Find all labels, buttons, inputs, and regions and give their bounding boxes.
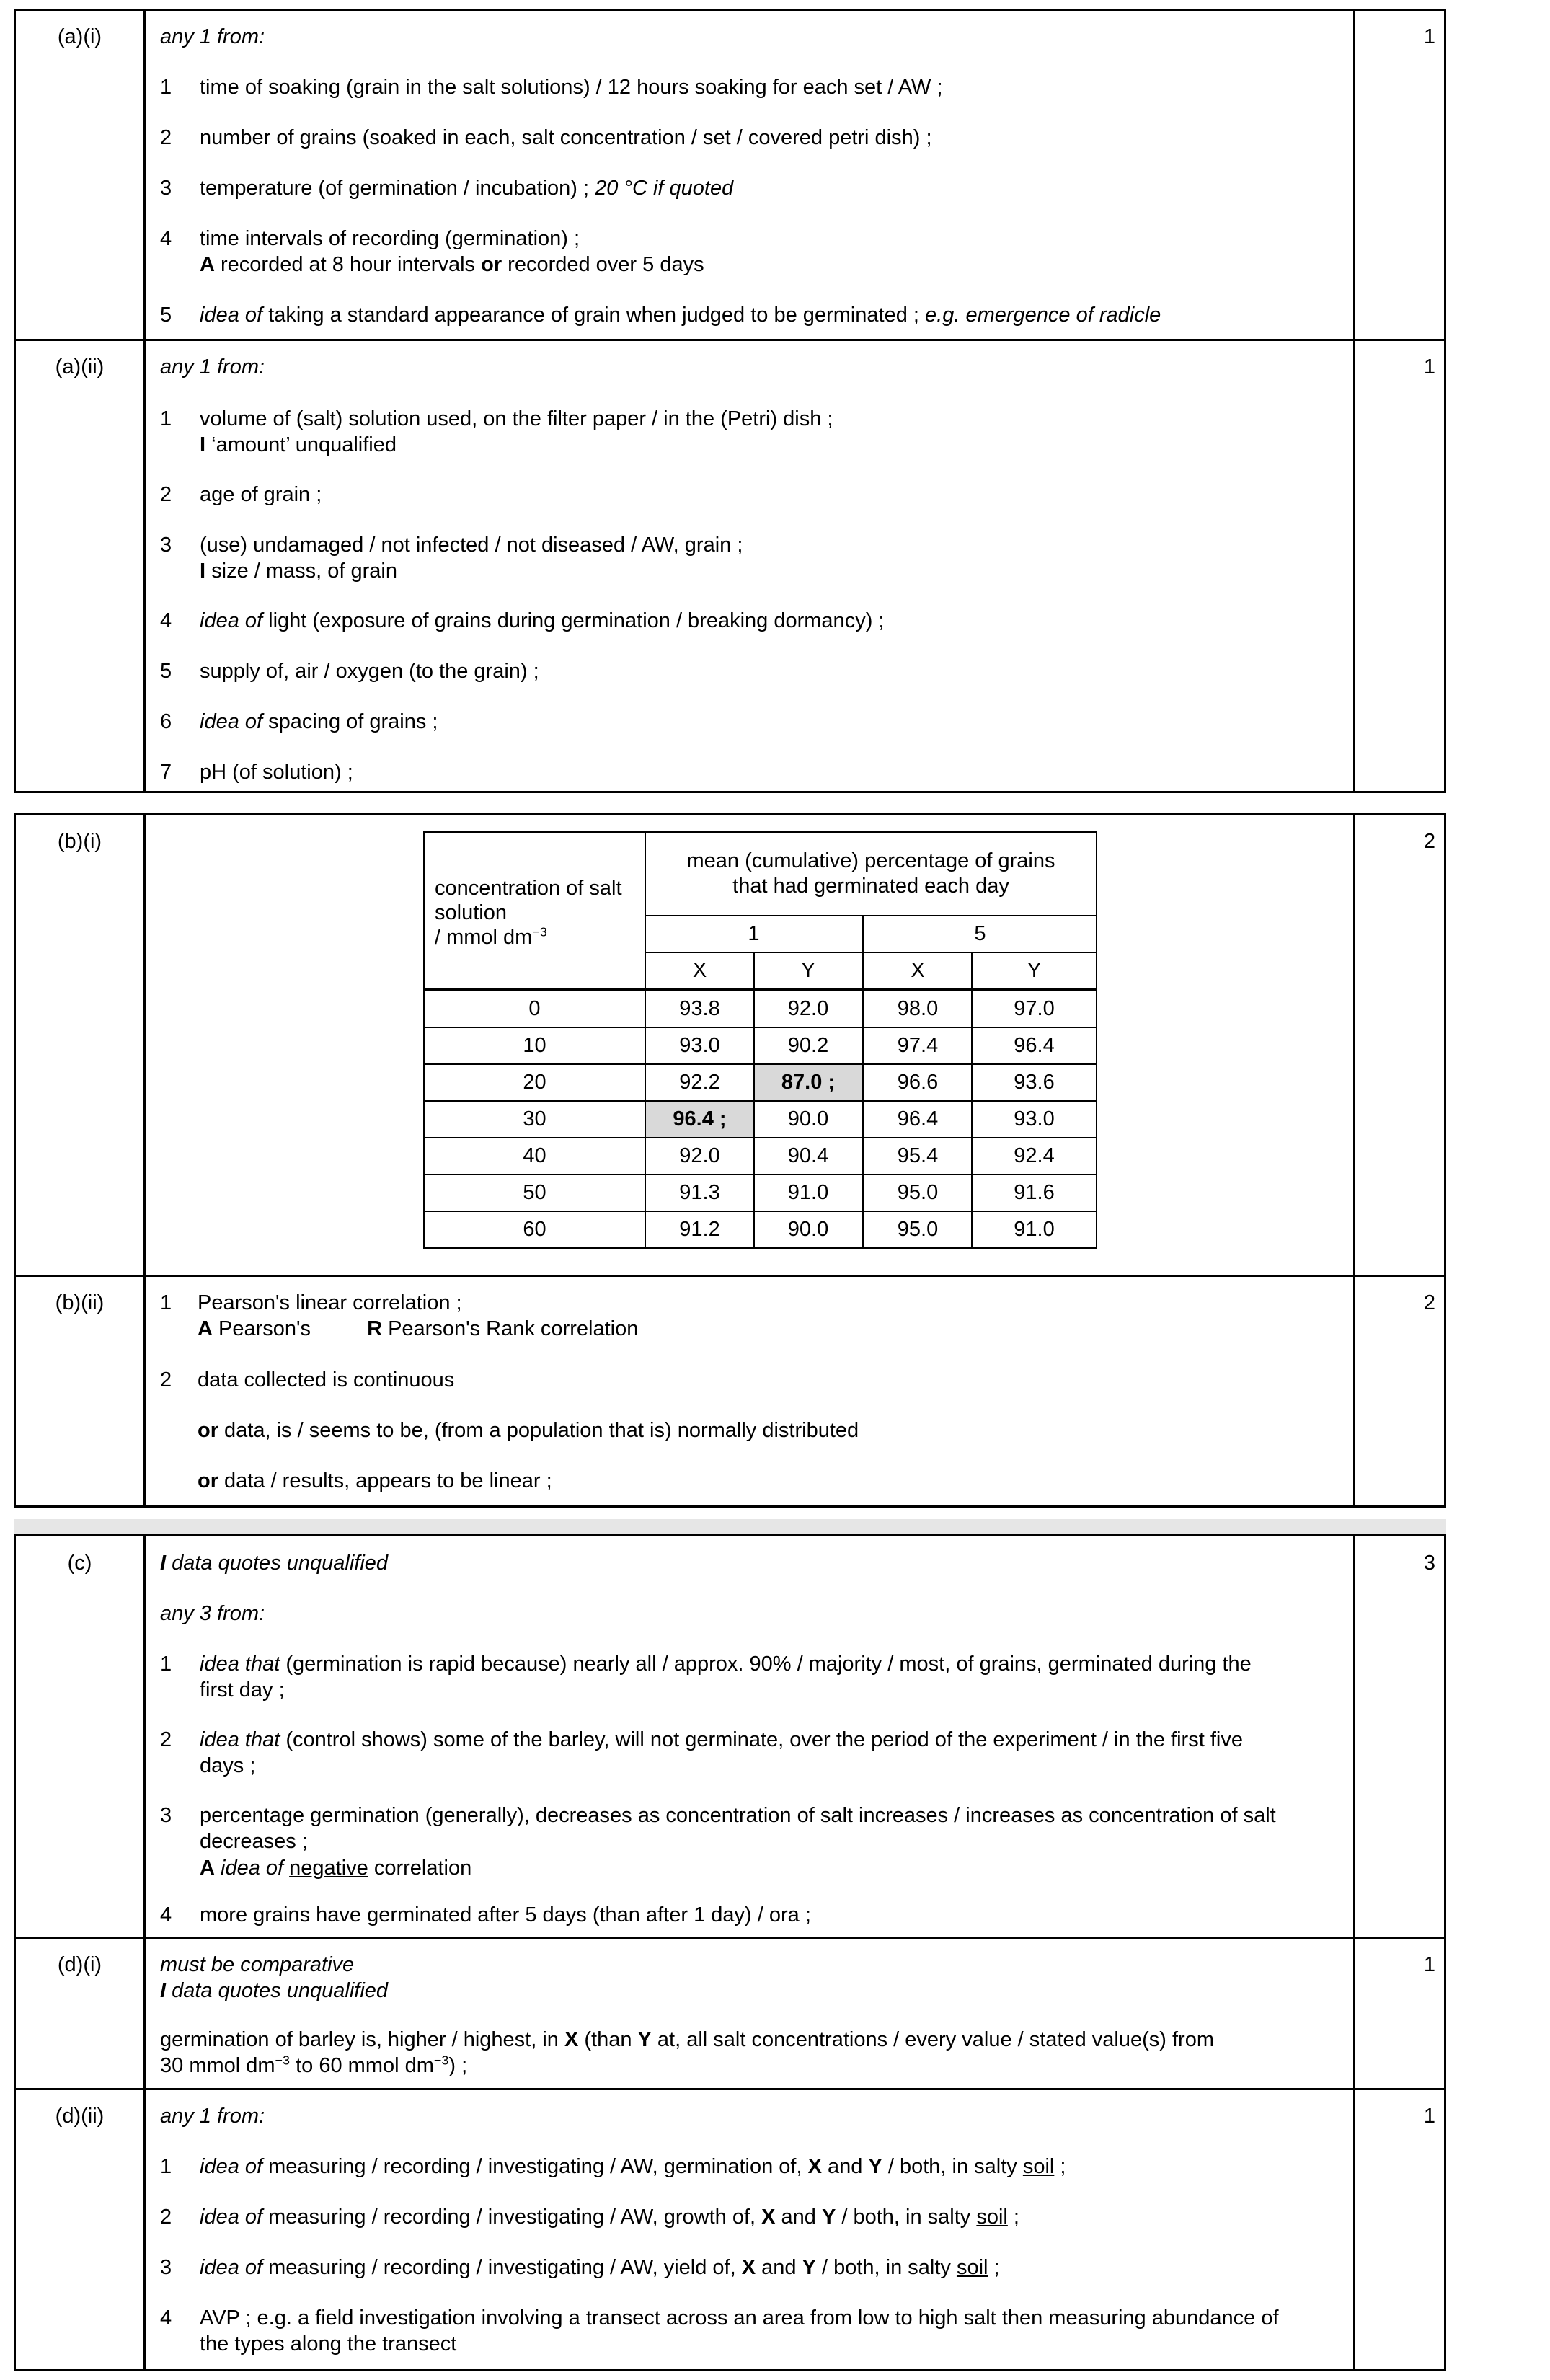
header-day-1: 1 [645, 916, 863, 952]
value-cell: 93.8 [645, 990, 754, 1027]
answer-point: supply of, air / oxygen (to the grain) ; [200, 660, 539, 683]
concentration-cell: 30 [424, 1101, 645, 1138]
question-label: (a)(i) [57, 25, 102, 48]
marks: 1 [1423, 2105, 1435, 2128]
answer-point: percentage germination (generally), decreases as concentration of salt increases / increases as concentration of salt decreases ; A idea of negative correlation [200, 1804, 1276, 1880]
item-number: 5 [160, 660, 172, 683]
item-number: 5 [160, 304, 172, 327]
table-row [424, 1101, 1097, 1138]
answer-point: number of grains (soaked in each, salt concentration / set / covered petri dish) ; [200, 126, 932, 149]
question-label: (d)(i) [57, 1953, 102, 1976]
marks: 2 [1423, 1291, 1435, 1314]
header-x: X [645, 952, 754, 990]
table-row [424, 1174, 1097, 1211]
value-cell: 92.0 [645, 1138, 754, 1174]
header-x: X [863, 952, 972, 990]
item-number: 3 [160, 2256, 172, 2279]
answer-point: age of grain ; [200, 483, 322, 506]
item-number: 3 [160, 177, 172, 200]
table-row [424, 1138, 1097, 1174]
instruction: any 1 from: [160, 355, 265, 379]
instruction: any 3 from: [160, 1602, 265, 1625]
value-cell: 96.4 [863, 1101, 972, 1138]
item-number: 3 [160, 1804, 172, 1827]
answer-point: idea of measuring / recording / investigating / AW, growth of, X and Y / both, in salty soil ; [200, 2206, 1019, 2229]
concentration-cell: 60 [424, 1211, 645, 1248]
marks: 1 [1423, 25, 1435, 48]
answer-cell: 87.0 ; [754, 1064, 863, 1101]
item-number: 2 [160, 483, 172, 506]
table-row [424, 1027, 1097, 1064]
row-d-i [16, 1937, 1444, 2088]
block-c-d [14, 1534, 1446, 2371]
instruction: I data quotes unqualified [160, 1552, 389, 1575]
value-cell: 93.0 [972, 1101, 1097, 1138]
value-cell: 93.0 [645, 1027, 754, 1064]
answer-point: or data / results, appears to be linear ; [198, 1469, 552, 1492]
value-cell: 92.4 [972, 1138, 1097, 1174]
item-number: 4 [160, 2306, 172, 2330]
row-d-ii [16, 2088, 1444, 2371]
item-number: 7 [160, 761, 172, 784]
marks: 2 [1423, 830, 1435, 853]
item-number: 2 [160, 1368, 172, 1392]
value-cell: 96.6 [863, 1064, 972, 1101]
question-label: (b)(ii) [55, 1291, 105, 1314]
answer-point: (use) undamaged / not infected / not diseased / AW, grain ; I size / mass, of grain [200, 534, 743, 583]
row-a-ii [16, 339, 1444, 795]
block-b [14, 813, 1446, 1508]
germination-table [423, 831, 1097, 1249]
table-row [424, 1064, 1097, 1101]
concentration-cell: 0 [424, 990, 645, 1027]
value-cell: 91.3 [645, 1174, 754, 1211]
header-y: Y [754, 952, 863, 990]
answer-point: idea of measuring / recording / investigating / AW, yield of, X and Y / both, in salty soil ; [200, 2256, 1000, 2279]
item-number: 6 [160, 710, 172, 733]
value-cell: 96.4 [972, 1027, 1097, 1064]
question-label: (a)(ii) [55, 355, 105, 379]
row-a-i [16, 11, 1444, 339]
item-number: 3 [160, 534, 172, 557]
answer-point: time of soaking (grain in the salt solutions) / 12 hours soaking for each set / AW ; [200, 76, 943, 99]
marks: 1 [1423, 1953, 1435, 1976]
answer-point: data collected is continuous [198, 1368, 455, 1392]
table-row [424, 990, 1097, 1027]
instruction: I data quotes unqualified [160, 1979, 389, 2002]
page-separator [14, 1519, 1446, 1534]
item-number: 4 [160, 609, 172, 632]
row-c [16, 1534, 1444, 1937]
concentration-cell: 20 [424, 1064, 645, 1101]
row-b-ii [16, 1275, 1444, 1510]
table-row [424, 1211, 1097, 1248]
concentration-cell: 50 [424, 1174, 645, 1211]
header-day-5: 5 [863, 916, 1097, 952]
value-cell: 97.0 [972, 990, 1097, 1027]
marks: 1 [1423, 355, 1435, 379]
answer-point: idea of taking a standard appearance of grain when judged to be germinated ; e.g. emergence of radicle [200, 304, 1161, 327]
answer-point: or data, is / seems to be, (from a population that is) normally distributed [198, 1419, 859, 1442]
concentration-cell: 40 [424, 1138, 645, 1174]
marks: 3 [1423, 1552, 1435, 1575]
row-b-i [16, 815, 1444, 1275]
item-number: 1 [160, 76, 172, 99]
header-y: Y [972, 952, 1097, 990]
answer-point: idea that (control shows) some of the barley, will not germinate, over the period of the experiment / in the first five days ; [200, 1728, 1243, 1778]
block-a [14, 9, 1446, 793]
question-label: (b)(i) [57, 830, 102, 853]
question-label: (d)(ii) [55, 2105, 105, 2128]
value-cell: 91.0 [972, 1211, 1097, 1248]
question-label: (c) [67, 1552, 92, 1575]
answer-point: pH (of solution) ; [200, 761, 353, 784]
item-number: 2 [160, 126, 172, 149]
value-cell: 92.2 [645, 1064, 754, 1101]
value-cell: 92.0 [754, 990, 863, 1027]
answer-point: AVP ; e.g. a field investigation involving a transect across an area from low to high salt then measuring abundance of the types along the transect [200, 2306, 1279, 2356]
item-number: 1 [160, 2155, 172, 2178]
value-cell: 98.0 [863, 990, 972, 1027]
item-number: 2 [160, 2206, 172, 2229]
value-cell: 93.6 [972, 1064, 1097, 1101]
answer-point: idea of light (exposure of grains during germination / breaking dormancy) ; [200, 609, 885, 632]
concentration-cell: 10 [424, 1027, 645, 1064]
answer-point: idea that (germination is rapid because) nearly all / approx. 90% / majority / most, of grains, germinated during the first day ; [200, 1653, 1252, 1702]
value-cell: 91.0 [754, 1174, 863, 1211]
value-cell: 90.4 [754, 1138, 863, 1174]
header-concentration: concentration of salt solution / mmol $dm^{-3}$ [424, 832, 645, 990]
item-number: 4 [160, 227, 172, 250]
value-cell: 90.0 [754, 1101, 863, 1138]
instruction: any 1 from: [160, 2105, 265, 2128]
value-cell: 95.4 [863, 1138, 972, 1174]
instruction: must be comparative [160, 1953, 355, 1976]
answer-point: germination of barley is, higher / highest, in X (than Y at, all salt concentrations / every value / stated value(s) from 30 mmol $dm^{-3}$ to 60 mmol $dm^{-3}$) ; [160, 2028, 1215, 2078]
answer-point: idea of spacing of grains ; [200, 710, 438, 733]
value-cell: 90.0 [754, 1211, 863, 1248]
value-cell: 97.4 [863, 1027, 972, 1064]
instruction: any 1 from: [160, 25, 265, 48]
value-cell: 95.0 [863, 1174, 972, 1211]
header-mean-percentage: mean (cumulative) percentage of grains that had germinated each day [645, 832, 1097, 916]
answer-point: temperature (of germination / incubation) ; 20 °C if quoted [200, 177, 734, 200]
item-number: 1 [160, 1291, 172, 1314]
answer-point: more grains have germinated after 5 days (than after 1 day) / ora ; [200, 1903, 811, 1926]
answer-point: Pearson's linear correlation ; A Pearson's R Pearson's Rank correlation [198, 1291, 639, 1341]
answer-point: volume of (salt) solution used, on the filter paper / in the (Petri) dish ; I ‘amount’ unqualified [200, 407, 833, 457]
answer-cell: 96.4 ; [645, 1101, 754, 1138]
answer-point: idea of measuring / recording / investigating / AW, germination of, X and Y / both, in salty soil ; [200, 2155, 1066, 2178]
item-number: 4 [160, 1903, 172, 1926]
value-cell: 95.0 [863, 1211, 972, 1248]
value-cell: 90.2 [754, 1027, 863, 1064]
value-cell: 91.6 [972, 1174, 1097, 1211]
answer-point: time intervals of recording (germination) ; A recorded at 8 hour intervals or recorded over 5 days [200, 227, 704, 277]
value-cell: 91.2 [645, 1211, 754, 1248]
item-number: 1 [160, 1653, 172, 1676]
item-number: 2 [160, 1728, 172, 1751]
item-number: 1 [160, 407, 172, 430]
